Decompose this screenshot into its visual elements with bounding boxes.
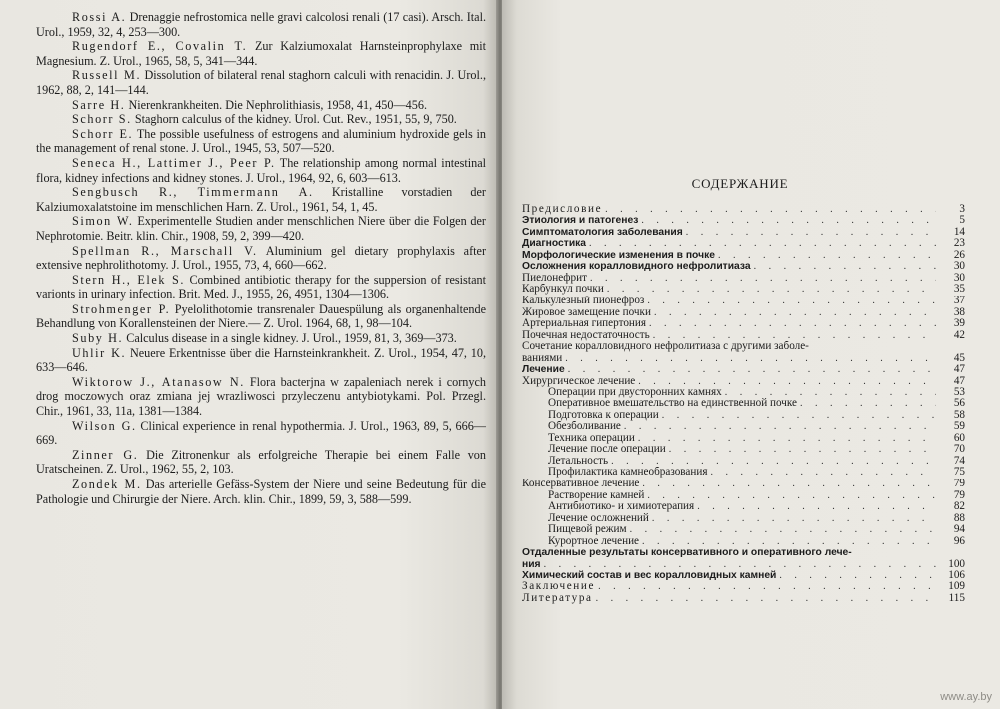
reference-item bbox=[36, 112, 486, 127]
reference-text: Pyelolithotomie transrenaler Dauespülung als organenhaltende Behandlung von Korallensteinen der Niere.— Z. Urol. 1964, 68, 1, 98—104. bbox=[36, 301, 486, 331]
toc-leader-dots bbox=[596, 593, 936, 604]
reference-author: Seneca H., Lattimer J., Peer P. bbox=[72, 155, 276, 170]
toc-entry-title: Лечение после операции bbox=[548, 444, 666, 456]
toc-page-number: 58 bbox=[953, 409, 965, 421]
toc-leader-dots bbox=[607, 284, 936, 295]
toc-page-number: 96 bbox=[953, 535, 965, 547]
reference-text: Calculus disease in a single kidney. J. Urol., 1959, 81, 3, 369—373. bbox=[123, 331, 457, 346]
toc-entry-title: Консервативное лечение bbox=[522, 478, 640, 490]
toc-page-number: 35 bbox=[953, 284, 965, 296]
toc-entry-title: Лечение bbox=[522, 364, 565, 376]
toc-page-number: 26 bbox=[953, 249, 965, 261]
toc-entry bbox=[522, 227, 965, 238]
reference-text: Dissolution of bilateral renal staghorn calculi with renacidin. J. Urol., 1962, 88, 2, 141—144. bbox=[36, 68, 486, 97]
table-of-contents bbox=[522, 204, 965, 604]
reference-author: Russell M. bbox=[72, 68, 142, 83]
toc-leader-dots bbox=[800, 398, 936, 409]
toc-entry bbox=[522, 238, 965, 249]
toc-page-number: 23 bbox=[953, 238, 965, 250]
toc-entry bbox=[522, 398, 965, 409]
toc-leader-dots bbox=[649, 318, 936, 329]
toc-page-number: 82 bbox=[953, 501, 965, 513]
reference-item bbox=[36, 185, 486, 214]
toc-entry bbox=[522, 421, 965, 432]
toc-page-number: 3 bbox=[959, 204, 965, 215]
toc-entry bbox=[522, 250, 965, 261]
toc-page-number: 94 bbox=[953, 524, 965, 536]
toc-entry-title: Пиелонефрит bbox=[522, 272, 588, 284]
reference-text: Nierenkrankheiten. Die Nephrolithiasis, 1958, 41, 450—456. bbox=[125, 97, 428, 112]
reference-author: Uhlir K. bbox=[72, 345, 127, 360]
toc-entry-title: Артериальная гипертония bbox=[522, 318, 647, 330]
toc-entry-title: Калькулезный пионефроз bbox=[522, 295, 645, 307]
reference-text: Kristalline vorstadien der Kalziumoxalatstoine im menschlichen Harn. Z. Urol., 1961, 54, 1, 45. bbox=[36, 185, 486, 214]
toc-page-number: 79 bbox=[953, 489, 965, 501]
toc-page-number: 42 bbox=[953, 329, 965, 341]
toc-entry bbox=[522, 330, 965, 341]
toc-entry-title: Антибиотико- и химиотерапия bbox=[548, 501, 695, 513]
toc-leader-dots bbox=[590, 273, 936, 284]
reference-text: The possible usefulness of estrogens and aluminium hydroxide gels in the management of renal stone. J. Urol., 1945, 53, 507—520. bbox=[36, 126, 486, 156]
reference-author: Zinner G. bbox=[72, 447, 139, 462]
toc-leader-dots bbox=[779, 570, 936, 581]
toc-leader-dots bbox=[652, 513, 936, 524]
reference-author: Schorr S. bbox=[72, 112, 132, 127]
toc-page-number: 79 bbox=[953, 478, 965, 490]
toc-entry-title: Пищевой режим bbox=[548, 524, 627, 536]
toc-entry bbox=[522, 364, 965, 375]
toc-leader-dots bbox=[589, 238, 936, 249]
toc-page-number: 56 bbox=[953, 398, 965, 410]
toc-entry-title: Курортное лечение bbox=[548, 535, 640, 547]
reference-item bbox=[36, 68, 486, 97]
toc-page-number: 14 bbox=[953, 226, 965, 238]
reference-item bbox=[36, 375, 486, 419]
reference-text: Neuere Erkentnisse über die Harnsteinkrankheit. Z. Urol., 1954, 47, 10, 633—646. bbox=[36, 345, 486, 375]
toc-title: СОДЕРЖАНИЕ bbox=[691, 176, 789, 191]
toc-entry bbox=[522, 341, 965, 352]
toc-leader-dots bbox=[642, 536, 936, 547]
toc-page-number: 53 bbox=[953, 387, 965, 398]
toc-page-number: 37 bbox=[953, 295, 965, 307]
reference-item bbox=[36, 346, 486, 375]
toc-entry bbox=[522, 318, 965, 329]
toc-entry-title: Литература bbox=[522, 592, 593, 604]
reference-item bbox=[36, 273, 486, 302]
toc-page-number: 109 bbox=[948, 581, 965, 593]
reference-text: The relationship among normal intestinal flora, kidney infections and kidney stones. J. Urol., 1964, 92, 6, 603—613. bbox=[36, 155, 486, 185]
toc-entry bbox=[522, 501, 965, 512]
toc-entry-title: Обезболивание bbox=[548, 421, 621, 433]
toc-entry-title: Этиология и патогенез bbox=[522, 215, 639, 227]
toc-entry bbox=[522, 261, 965, 272]
left-page bbox=[0, 0, 498, 709]
toc-entry-title: Осложнения коралловидного нефролитиаза bbox=[522, 261, 751, 273]
reference-text: Combined antibiotic therapy for the suppersion of resistant varionts in urinary infection. Brit. Med. J., 1955, 26, 4951, 1304—1306. bbox=[36, 272, 487, 302]
toc-page-number: 59 bbox=[953, 421, 965, 433]
toc-entry-title: Жировое замещение почки bbox=[522, 306, 651, 318]
toc-entry bbox=[522, 307, 965, 318]
reference-item bbox=[36, 10, 486, 39]
toc-leader-dots bbox=[697, 501, 936, 512]
toc-entry bbox=[522, 467, 965, 478]
reference-text: Die Zitronenkur als erfolgreiche Therapie bei einem Falle von Uratscheinen. Z. Urol., 1962, 55, 2, 103. bbox=[36, 447, 486, 477]
toc-page-number: 5 bbox=[959, 215, 965, 227]
toc-leader-dots bbox=[624, 421, 936, 432]
toc-page-number: 47 bbox=[953, 364, 965, 376]
toc-page-number: 75 bbox=[953, 467, 965, 479]
watermark: www.ay.by bbox=[940, 691, 992, 703]
reference-item bbox=[36, 448, 486, 477]
toc-page-number: 60 bbox=[953, 432, 965, 444]
toc-entry bbox=[522, 570, 965, 581]
reference-item bbox=[36, 214, 486, 243]
toc-entry bbox=[522, 559, 965, 570]
toc-entry bbox=[522, 284, 965, 295]
toc-entry-title: Растворение камней bbox=[548, 489, 645, 501]
toc-entry bbox=[522, 353, 965, 364]
toc-page-number: 30 bbox=[953, 272, 965, 284]
toc-entry bbox=[522, 456, 965, 467]
toc-entry bbox=[522, 410, 965, 421]
toc-leader-dots bbox=[611, 456, 936, 467]
toc-leader-dots bbox=[544, 559, 936, 570]
toc-entry bbox=[522, 273, 965, 284]
toc-leader-dots bbox=[605, 204, 936, 215]
toc-page-number: 45 bbox=[953, 352, 965, 364]
toc-page-number: 39 bbox=[953, 318, 965, 330]
toc-entry-title: ния bbox=[522, 558, 541, 570]
toc-entry bbox=[522, 387, 965, 398]
toc-entry-title: Сочетание коралловидного нефролитиаза с другими заболе- bbox=[522, 341, 809, 353]
toc-leader-dots bbox=[653, 330, 936, 341]
reference-list bbox=[36, 10, 486, 506]
toc-entry-title: Операции при двусторонних камнях bbox=[548, 387, 722, 398]
reference-item bbox=[36, 419, 486, 448]
toc-entry-title: Морфологические изменения в почке bbox=[522, 249, 715, 261]
toc-leader-dots bbox=[686, 227, 936, 238]
toc-leader-dots bbox=[654, 307, 936, 318]
reference-author: Strohmenger P. bbox=[72, 301, 171, 316]
toc-entry-title: Летальность bbox=[548, 455, 609, 467]
reference-item bbox=[36, 127, 486, 156]
toc-page-number: 115 bbox=[948, 592, 965, 604]
reference-item bbox=[36, 156, 486, 185]
toc-entry-title: Предисловие bbox=[522, 204, 603, 215]
reference-text: Das arterielle Gefäss-System der Niere und seine Bedeutung für die Pathologie und Chirurgie der Niere. Arch. klin. Chir., 1899, 59, 3, 588—599. bbox=[36, 477, 487, 506]
toc-leader-dots bbox=[598, 581, 936, 592]
toc-entry bbox=[522, 296, 965, 307]
toc-leader-dots bbox=[669, 444, 936, 455]
toc-entry-title: Лечение осложнений bbox=[548, 512, 649, 524]
toc-entry bbox=[522, 536, 965, 547]
toc-page-number: 100 bbox=[948, 558, 965, 570]
toc-entry-title: Подготовка к операции bbox=[548, 409, 659, 421]
reference-text: Drenaggie nefrostomica nelle gravi calcolosi renali (17 casi). Arsch. Ital. Urol., 1959, 32, 4, 253—300. bbox=[36, 10, 487, 39]
reference-author: Simon W. bbox=[72, 214, 134, 229]
reference-item bbox=[36, 331, 486, 346]
toc-entry bbox=[522, 524, 965, 535]
reference-author: Schorr E. bbox=[72, 126, 134, 141]
reference-item bbox=[36, 98, 486, 113]
toc-leader-dots bbox=[725, 387, 936, 398]
toc-leader-dots bbox=[711, 467, 936, 478]
reference-text: Experimentelle Studien ander menschlichen Niere über die Folgen der Nephrotomie. Beitr. klin. Chir., 1908, 59, 2, 399—420. bbox=[36, 214, 486, 243]
toc-entry-title: ваниями bbox=[522, 352, 563, 364]
toc-entry bbox=[522, 490, 965, 501]
reference-text: Aluminium gel dietary prophylaxis after extensive nephrolithotomy. J. Urol., 1955, 73, 4, 660—662. bbox=[36, 243, 486, 273]
reference-text: Staghorn calculus of the kidney. Urol. Cut. Rev., 1951, 55, 9, 750. bbox=[131, 112, 457, 127]
toc-entry-title: Химический состав и вес коралловидных камней bbox=[522, 570, 777, 581]
toc-page-number: 88 bbox=[953, 512, 965, 524]
toc-entry-title: Оперативное вмешательство на единственной почке bbox=[548, 398, 798, 410]
toc-leader-dots bbox=[718, 250, 936, 261]
toc-entry bbox=[522, 513, 965, 524]
reference-author: Wiktorow J., Atanasow N. bbox=[72, 374, 245, 389]
toc-entry-title: Техника операции bbox=[548, 432, 635, 444]
reference-author: Sengbusch R., Timmermann A. bbox=[72, 185, 314, 200]
toc-entry-title: Симптоматология заболевания bbox=[522, 226, 683, 238]
reference-author: Wilson G. bbox=[72, 418, 137, 433]
toc-page-number: 74 bbox=[953, 455, 965, 467]
toc-leader-dots bbox=[630, 524, 936, 535]
toc-page-number: 30 bbox=[953, 261, 965, 273]
toc-leader-dots bbox=[565, 353, 936, 364]
toc-leader-dots bbox=[754, 261, 936, 272]
toc-page-number: 106 bbox=[948, 570, 965, 581]
reference-author: Suby H. bbox=[72, 331, 124, 346]
toc-page-number: 38 bbox=[953, 306, 965, 318]
toc-leader-dots bbox=[647, 296, 936, 307]
toc-leader-dots bbox=[647, 490, 936, 501]
toc-entry bbox=[522, 433, 965, 444]
reference-item bbox=[36, 302, 486, 331]
toc-entry-title: Карбункул почки bbox=[522, 284, 604, 296]
toc-entry-title: Почечная недостаточность bbox=[522, 329, 650, 341]
toc-entry bbox=[522, 547, 965, 558]
toc-leader-dots bbox=[568, 364, 936, 375]
reference-item bbox=[36, 244, 486, 273]
reference-item bbox=[36, 477, 486, 506]
toc-leader-dots bbox=[638, 376, 936, 387]
toc-entry-title: Отдаленные результаты консервативного и оперативного лече- bbox=[522, 547, 852, 559]
toc-entry-title: Профилактика камнеобразования bbox=[548, 467, 708, 479]
reference-item bbox=[36, 39, 486, 68]
toc-entry bbox=[522, 581, 965, 592]
toc-entry bbox=[522, 444, 965, 455]
toc-entry-title: Заключение bbox=[522, 581, 596, 593]
toc-entry bbox=[522, 215, 965, 226]
toc-leader-dots bbox=[638, 433, 936, 444]
toc-page-number: 47 bbox=[953, 375, 965, 387]
reference-text: Zur Kalziumoxalat Harnsteinprophylaxe mit Magnesium. Z. Urol., 1965, 58, 5, 341—344. bbox=[36, 39, 486, 68]
reference-text: Clinical experience in renal hypothermia. J. Urol., 1963, 89, 5, 666—669. bbox=[36, 418, 486, 448]
reference-author: Rossi A. bbox=[72, 10, 127, 24]
toc-page-number: 70 bbox=[953, 444, 965, 456]
toc-leader-dots bbox=[642, 479, 936, 490]
toc-entry bbox=[522, 204, 965, 215]
reference-text: Flora bacterjna w zapaleniach nerek i cornych drog moczowych oraz zmiana jej wrazliwosci przyleczenu antybiotykami. Pol. Przegl. Chir., 1961, 33, 11a, 1381—1384. bbox=[36, 374, 486, 419]
toc-entry-title: Хирургическое лечение bbox=[522, 375, 636, 387]
toc-entry bbox=[522, 593, 965, 604]
toc-entry bbox=[522, 376, 965, 387]
toc-leader-dots bbox=[662, 410, 936, 421]
reference-author: Rugendorf E., Covalin T. bbox=[72, 39, 248, 54]
toc-entry bbox=[522, 479, 965, 490]
reference-author: Zondek M. bbox=[72, 477, 142, 491]
toc-entry-title: Диагностика bbox=[522, 238, 587, 250]
reference-author: Sarre H. bbox=[72, 97, 126, 112]
toc-leader-dots bbox=[641, 215, 936, 226]
reference-author: Spellman R., Marschall V. bbox=[72, 243, 258, 258]
reference-author: Stern H., Elek S. bbox=[72, 272, 186, 287]
